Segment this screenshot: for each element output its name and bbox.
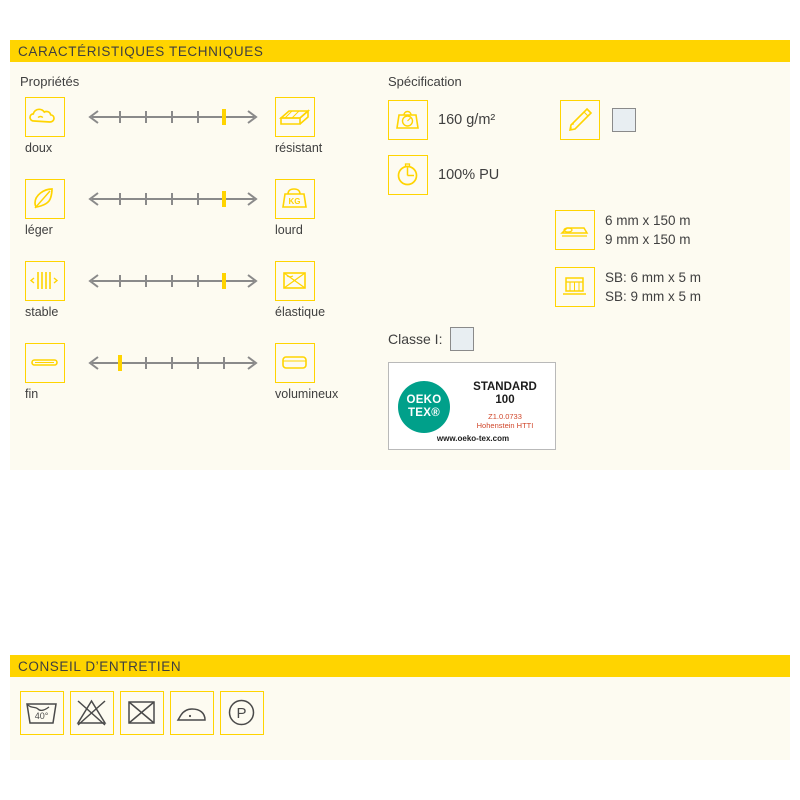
iron-low-icon: [170, 691, 214, 735]
oeko-code-line-1: Z1.0.0733: [488, 412, 522, 421]
properties-column-title: Propriétés: [20, 74, 80, 89]
property-right-label: volumineux: [275, 387, 339, 401]
property-right-label: élastique: [275, 305, 326, 319]
classe-label: Classe I:: [388, 331, 443, 347]
sb-line-1: SB: 6 mm x 5 m: [605, 270, 702, 285]
spec-weight: [388, 100, 495, 140]
thick-layer-icon: [275, 343, 315, 383]
care-icon-row: [20, 691, 264, 735]
spec-sb-lines: [605, 268, 701, 306]
property-left-label: fin: [25, 387, 39, 401]
oeko-url: www.oeko-tex.com: [436, 434, 510, 443]
property-right-label: résistant: [275, 141, 323, 155]
stopwatch-icon: [388, 155, 428, 195]
roll-line-2: 9 mm x 150 m: [605, 232, 691, 247]
sb-roll-icon: [555, 267, 595, 307]
scale-icon: [388, 100, 428, 140]
oeko-standard-text: [459, 381, 551, 407]
spec-material: [388, 155, 499, 195]
property-row: [20, 97, 370, 169]
property-scale: [82, 270, 264, 292]
technical-specs-title: CARACTÉRISTIQUES TECHNIQUES: [18, 43, 264, 59]
oeko-code-line-2: Hohenstein HTTI: [476, 421, 534, 430]
color-swatch: [612, 108, 636, 132]
property-row: [20, 261, 370, 333]
oeko-standard-line-1: STANDARD: [473, 381, 537, 393]
no-tumble-dry-icon: [120, 691, 164, 735]
wash-temp-label: 40°: [34, 711, 49, 721]
sb-line-2: SB: 9 mm x 5 m: [605, 289, 702, 304]
spec-sb-dimensions: [555, 267, 701, 307]
pen-icon: [560, 100, 600, 140]
spec-weight-text: 160 g/m²: [438, 112, 496, 128]
spec-material-text: 100% PU: [438, 167, 500, 183]
svg-text:KG: KG: [288, 197, 301, 206]
technical-specs-panel: [10, 40, 790, 470]
oeko-tex-badge: [398, 381, 450, 433]
specification-column-title: Spécification: [388, 74, 462, 89]
oeko-standard-line-2: 100: [495, 394, 515, 406]
property-scale: [82, 188, 264, 210]
brick-icon: [275, 97, 315, 137]
weight-kg-icon: [275, 179, 315, 219]
spec-roll-lines: [605, 211, 691, 249]
technical-specs-body: [10, 62, 790, 470]
feather-icon: [25, 179, 65, 219]
care-instructions-body: [10, 677, 790, 760]
spec-marking: [560, 100, 636, 140]
property-row: [20, 343, 370, 415]
oeko-badge-line-2: TEX®: [407, 407, 441, 419]
property-left-label: léger: [25, 223, 53, 237]
roll-line-1: 6 mm x 150 m: [605, 213, 691, 228]
thin-layer-icon: [25, 343, 65, 383]
care-instructions-panel: [10, 655, 790, 760]
oeko-tex-label: [388, 362, 556, 450]
care-instructions-header: [10, 655, 790, 677]
cloud-icon: [25, 97, 65, 137]
stripes-icon: [25, 261, 65, 301]
stretch-fabric-icon: [275, 261, 315, 301]
care-instructions-title: CONSEIL D’ENTRETIEN: [18, 658, 182, 674]
spec-roll-dimensions: [555, 210, 691, 250]
property-left-label: stable: [25, 305, 59, 319]
property-right-label: lourd: [275, 223, 303, 237]
classe-color-swatch: [450, 327, 474, 351]
wash-40-icon: [20, 691, 64, 735]
technical-specs-header: [10, 40, 790, 62]
property-row: [20, 179, 370, 251]
property-scale: [82, 106, 264, 128]
professional-dry-clean-p-icon: [220, 691, 264, 735]
property-scale: [82, 352, 264, 374]
oeko-badge-line-1: OEKO: [406, 394, 442, 406]
classe-row: [388, 327, 474, 351]
roll-icon: [555, 210, 595, 250]
dry-clean-letter: P: [236, 705, 247, 722]
no-bleach-icon: [70, 691, 114, 735]
property-left-label: doux: [25, 141, 53, 155]
oeko-certificate-code: [459, 412, 551, 430]
